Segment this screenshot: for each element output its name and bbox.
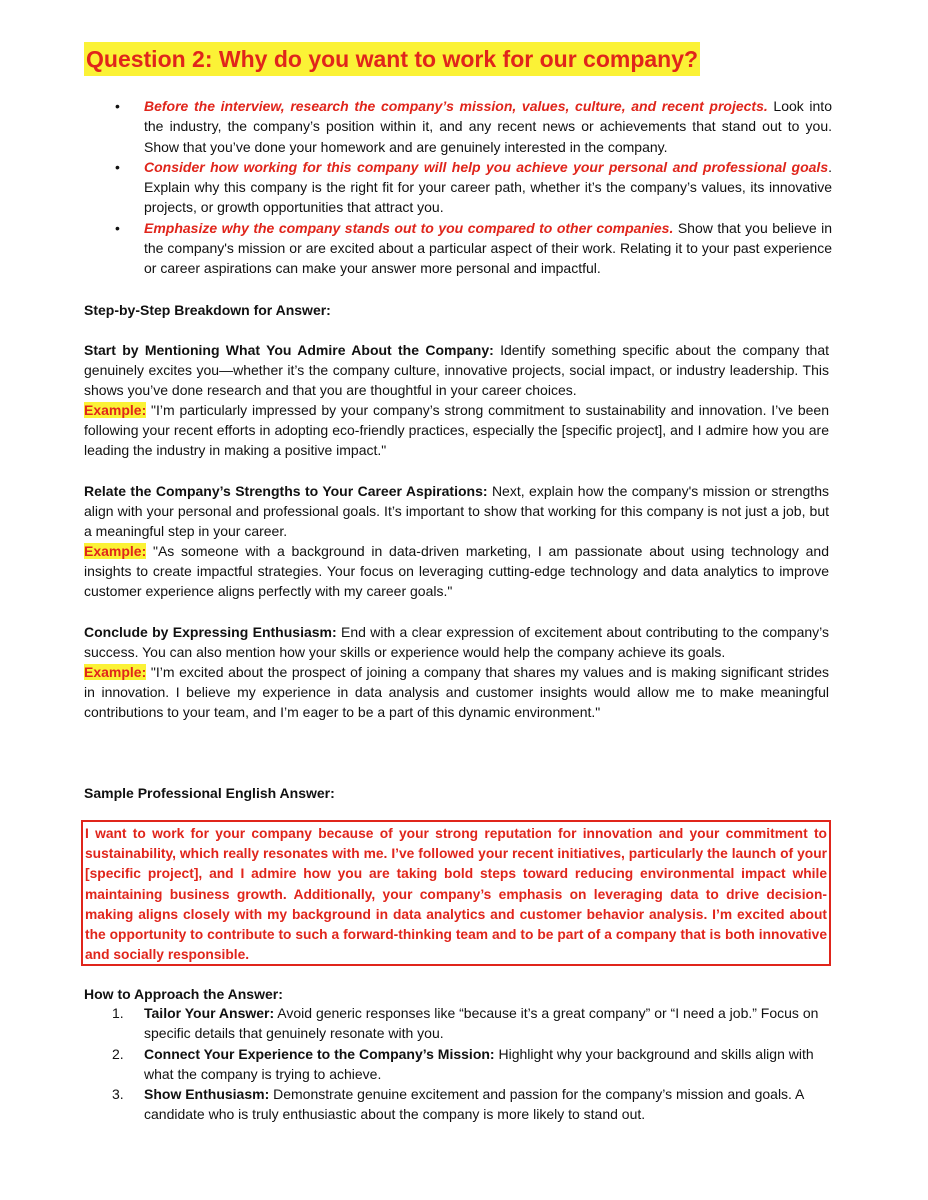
approach-heading: How to Approach the Answer: bbox=[84, 986, 283, 1002]
item-title: Tailor Your Answer: bbox=[144, 1005, 275, 1021]
item-title: Show Enthusiasm: bbox=[144, 1086, 270, 1103]
step-section bbox=[84, 622, 829, 722]
bullet-lead: Emphasize why the company stands out to you compared to other companies. bbox=[144, 219, 674, 236]
tips-list bbox=[84, 96, 832, 279]
step-body: Next, explain how the company's mission or strengths align with your personal and professional goals. It’s important to show that working for this company is not just a job, but a meaningful step in your career. bbox=[84, 483, 829, 540]
sample-answer-box: I want to work for your company because of your strong reputation for innovation and your commitment to sustainability, which really resonates with me. I’ve followed your recent initiatives, particularly the launch of your [specific project], and I admire how you are taking bold steps toward reducing environmental impact while maintaining business growth. Additionally, your company’s emphasis on leveraging data to drive decision-making aligns closely with my background in data analytics and customer behavior analysis. I’m excited about the opportunity to contribute to such a forward-thinking team and to be part of a company that is both innovative and socially responsible. bbox=[81, 820, 831, 966]
bullet-icon: • bbox=[115, 219, 120, 236]
bullet-text: Look into the industry, the company’s position within it, and any recent news or achievements that stand out to you. Show that you’ve done your homework and are genuinely interested in the company. bbox=[144, 98, 832, 155]
list-item bbox=[84, 218, 832, 279]
bullet-text: Show that you believe in the company's mission or are excited about a particular aspect of their work. Relating it to your past experience or career aspirations can make your answer more personal and impactful. bbox=[144, 219, 832, 277]
example-text: "I’m excited about the prospect of joining a company that shares my values and is making significant strides in innovation. I believe my experience in data analysis and customer insights would allow me to make meaningful contributions to your team, and I’m eager to be a part of this dynamic environment." bbox=[84, 664, 829, 721]
example-text: "I’m particularly impressed by your company’s strong commitment to sustainability and innovation. I’ve been following your recent efforts in adopting eco-friendly practices, especially the [specific project], and I admire how you are leading the industry in making a positive impact." bbox=[84, 402, 829, 459]
bullet-icon: • bbox=[115, 158, 120, 175]
list-item bbox=[84, 157, 832, 218]
example-label: Example: bbox=[84, 543, 147, 560]
breakdown-heading: Step-by-Step Breakdown for Answer: bbox=[84, 302, 331, 318]
sample-heading: Sample Professional English Answer: bbox=[84, 785, 335, 801]
item-number: 1. bbox=[112, 1005, 124, 1021]
step-section bbox=[84, 481, 829, 602]
item-title: Connect Your Experience to the Company’s Mission: bbox=[144, 1045, 495, 1062]
bullet-lead: Consider how working for this company will help you achieve your personal and professional goals bbox=[144, 158, 829, 175]
item-body: Avoid generic responses like “because it’s a great company” or “I need a job.” Focus on specific details that genuinely resonate with you. bbox=[144, 1005, 819, 1042]
page-title: Question 2: Why do you want to work for our company? bbox=[84, 42, 700, 76]
bullet-lead: Before the interview, research the company’s mission, values, culture, and recent projects. bbox=[144, 98, 768, 114]
bullet-icon: • bbox=[115, 98, 120, 114]
item-body: Highlight why your background and skills align with what the company is trying to achieve. bbox=[144, 1045, 814, 1082]
list-item bbox=[84, 1084, 832, 1125]
approach-list bbox=[84, 1003, 832, 1125]
step-title: Conclude by Expressing Enthusiasm: bbox=[84, 624, 337, 640]
example-label: Example: bbox=[84, 402, 147, 419]
step-section bbox=[84, 340, 829, 461]
step-title: Start by Mentioning What You Admire About the Company: bbox=[84, 342, 494, 358]
step-body: End with a clear expression of excitement about contributing to the company’s success. You can also mention how your skills or experience would help the company achieve its goals. bbox=[84, 624, 829, 661]
step-title: Relate the Company’s Strengths to Your Career Aspirations: bbox=[84, 483, 488, 499]
bullet-text: . Explain why this company is the right fit for your career path, whether it’s the company’s values, its innovative projects, or growth opportunities that attract you. bbox=[144, 158, 832, 216]
example-label: Example: bbox=[84, 664, 147, 681]
item-number: 3. bbox=[112, 1086, 124, 1103]
list-item bbox=[84, 1044, 832, 1085]
item-body: Demonstrate genuine excitement and passion for the company’s mission and goals. A candidate who is truly enthusiastic about the company is more likely to stand out. bbox=[144, 1086, 804, 1123]
list-item bbox=[84, 1003, 832, 1044]
step-body: Identify something specific about the company that genuinely excites you—whether it’s the company culture, innovative projects, social impact, or industry leadership. This shows you’ve done research and that you are thoughtful in your career choices. bbox=[84, 342, 830, 399]
list-item bbox=[84, 96, 832, 157]
item-number: 2. bbox=[112, 1045, 124, 1062]
example-text: "As someone with a background in data-driven marketing, I am passionate about using technology and insights to create impactful strategies. Your focus on leveraging cutting-edge technology and data analytics to improve customer experience aligns perfectly with my career goals." bbox=[84, 543, 829, 600]
